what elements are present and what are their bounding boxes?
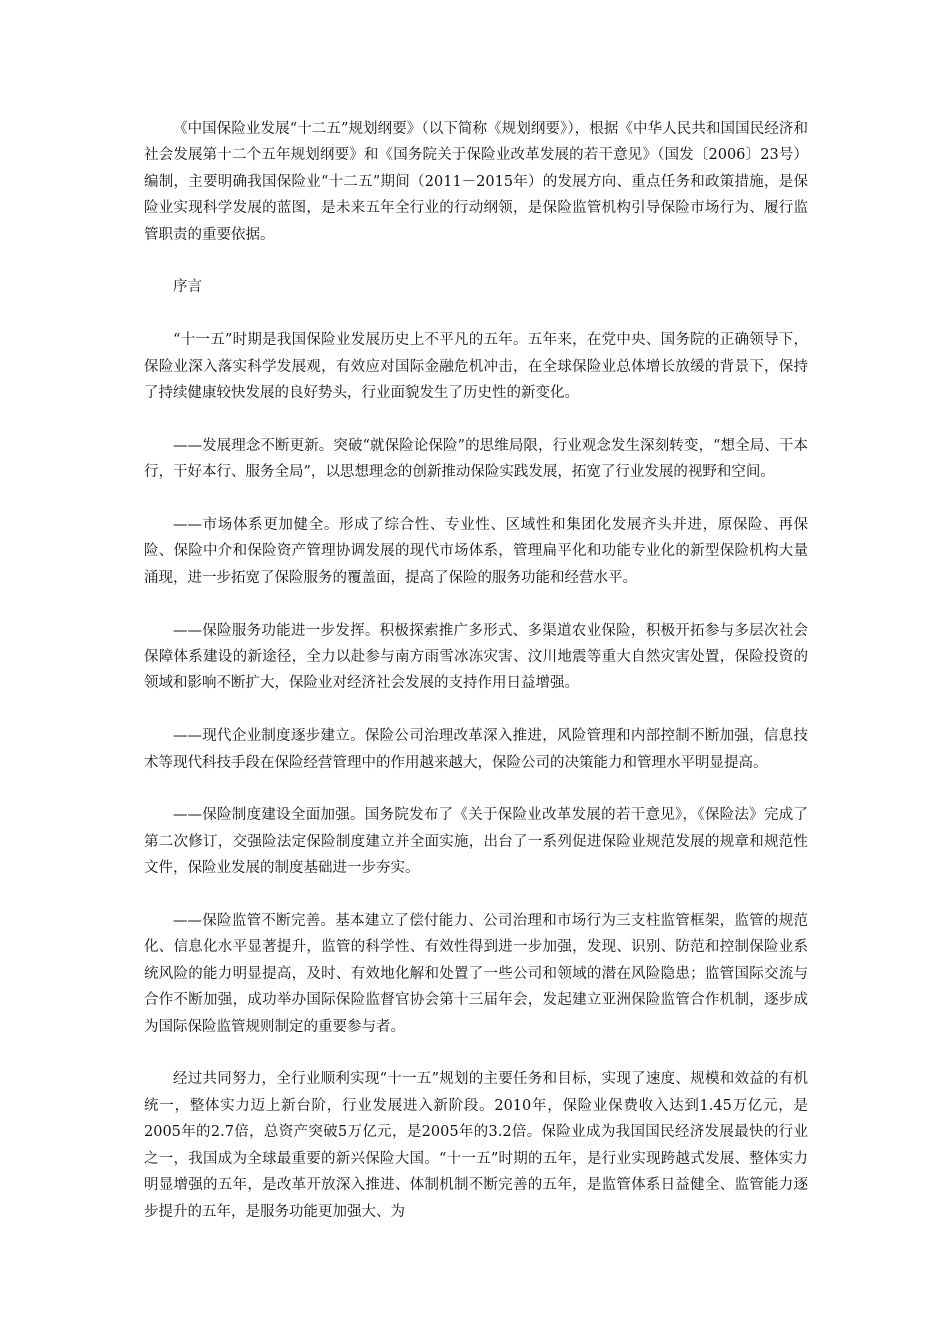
body-paragraph-1: “十一五”时期是我国保险业发展历史上不平凡的五年。五年来，在党中央、国务院的正确领导下，保险业深入落实科学发展观，有效应对国际金融危机冲击，在全球保险业总体增长放缓的背景下，保持了持续健康较快发展的良好势头，行业面貌发生了历史性的新变化。 (144, 332, 808, 402)
document-body (144, 116, 808, 1225)
body-paragraph-7: ——保险监管不断完善。基本建立了偿付能力、公司治理和市场行为三支柱监管框架，监管的规范化、信息化水平显著提升，监管的科学性、有效性得到进一步加强，发现、识别、防范和控制保险业系统风险的能力明显提高，及时、有效地化解和处置了一些公司和领域的潜在风险隐患；监管国际交流与合作不断加强，成功举办国际保险监督官协会第十三届年会，发起建立亚洲保险监管合作机制，逐步成为国际保险监管规则制定的重要参与者。 (144, 913, 808, 1035)
body-paragraph-4: ——保险服务功能进一步发挥。积极探索推广多形式、多渠道农业保险，积极开拓参与多层次社会保障体系建设的新途径，全力以赴参与南方雨雪冰冻灾害、汶川地震等重大自然灾害处置，保险投资的领域和影响不断扩大，保险业对经济社会发展的支持作用日益增强。 (144, 622, 808, 692)
body-paragraph-6: ——保险制度建设全面加强。国务院发布了《关于保险业改革发展的若干意见》，《保险法》完成了第二次修订，交强险法定保险制度建立并全面实施，出台了一系列促进保险业规范发展的规章和规范性文件，保险业发展的制度基础进一步夯实。 (144, 807, 808, 877)
body-paragraph-2: ——发展理念不断更新。突破“就保险论保险”的思维局限，行业观念发生深刻转变，“想全局、干本行，干好本行、服务全局”，以思想理念的创新推动保险实践发展，拓宽了行业发展的视野和空间。 (144, 437, 808, 481)
body-paragraph-5: ——现代企业制度逐步建立。保险公司治理改革深入推进，风险管理和内部控制不断加强，信息技术等现代科技手段在保险经营管理中的作用越来越大，保险公司的决策能力和管理水平明显提高。 (144, 728, 808, 771)
body-paragraph-3: ——市场体系更加健全。形成了综合性、专业性、区域性和集团化发展齐头并进，原保险、再保险、保险中介和保险资产管理协调发展的现代市场体系，管理扁平化和功能专业化的新型保险机构大量涌现，进一步拓宽了保险服务的覆盖面，提高了保险的服务功能和经营水平。 (144, 517, 808, 586)
body-paragraph-8: 经过共同努力，全行业顺利实现“十一五”规划的主要任务和目标，实现了速度、规模和效益的有机统一，整体实力迈上新台阶，行业发展进入新阶段。2010年，保险业保费收入达到1.45万亿元，是2005年的2.7倍，总资产突破5万亿元，是2005年的3.2倍。保险业成为我国国民经济发展最快的行业之一，我国成为全球最重要的新兴保险大国。“十一五”时期的五年，是行业实现跨越式发展、整体实力明显增强的五年，是改革开放深入推进、体制机制不断完善的五年，是监管体系日益健全、监管能力逐步提升的五年，是服务功能更加强大、为 (144, 1071, 808, 1220)
intro-paragraph: 《中国保险业发展“十二五”规划纲要》（以下简称《规划纲要》），根据《中华人民共和国国民经济和社会发展第十二个五年规划纲要》和《国务院关于保险业改革发展的若干意见》（国发〔2006〕23号）编制，主要明确我国保险业“十二五”期间（2011－2015年）的发展方向、重点任务和政策措施，是保险业实现科学发展的蓝图，是未来五年全行业的行动纲领，是保险监管机构引导保险市场行为、履行监管职责的重要依据。 (144, 121, 808, 243)
preface-heading: 序言 (173, 279, 202, 296)
